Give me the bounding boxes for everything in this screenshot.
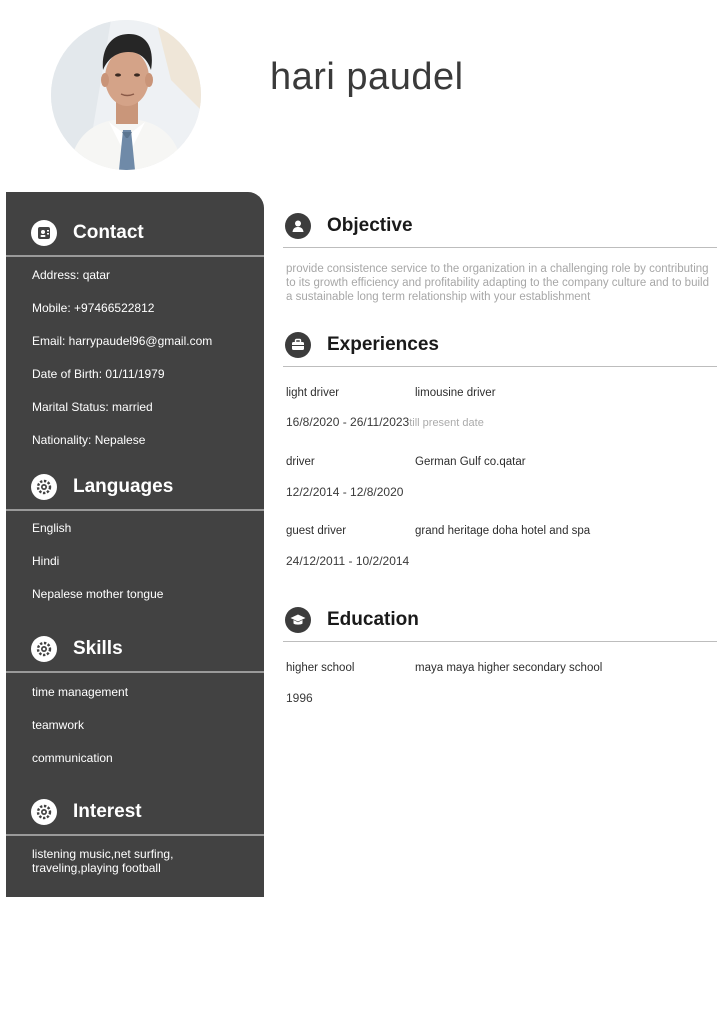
language-item: Hindi xyxy=(32,554,60,568)
experience-dates: 12/2/2014 - 12/8/2020 xyxy=(286,485,404,499)
contact-email: Email: harrypaudel96@gmail.com xyxy=(32,334,213,348)
contact-nationality: Nationality: Nepalese xyxy=(32,433,146,447)
skill-item: time management xyxy=(32,685,129,699)
skill-item: communication xyxy=(32,751,113,765)
experience-company: limousine driver xyxy=(415,387,496,399)
gear-icon xyxy=(31,799,57,825)
experience-note: till present date xyxy=(409,417,484,429)
education-heading xyxy=(283,607,717,647)
interest-item: listening music,net surfing, traveling,playing football xyxy=(32,847,174,875)
divider xyxy=(6,255,264,257)
experience-role: driver xyxy=(286,456,315,468)
briefcase-icon xyxy=(285,332,311,358)
languages-heading xyxy=(6,454,264,510)
experience-dates xyxy=(286,415,484,429)
contact-heading xyxy=(6,200,264,256)
experience-company: German Gulf co.qatar xyxy=(415,456,526,468)
languages-title: Languages xyxy=(73,476,174,497)
contact-address: Address: qatar xyxy=(32,268,111,282)
skills-title: Skills xyxy=(73,638,123,659)
experience-date-range: 16/8/2020 - 26/11/2023 xyxy=(286,415,410,429)
skill-item: teamwork xyxy=(32,718,85,732)
education-title: Education xyxy=(327,609,419,630)
contact-date-of-birth: Date of Birth: 01/11/1979 xyxy=(32,367,165,381)
language-item: Nepalese mother tongue xyxy=(32,587,164,601)
experience-role: light driver xyxy=(286,387,340,399)
experiences-title: Experiences xyxy=(327,334,439,355)
contact-mobile: Mobile: +97466522812 xyxy=(32,301,155,315)
divider xyxy=(283,641,717,642)
divider xyxy=(283,247,717,248)
education-school: maya maya higher secondary school xyxy=(415,662,603,674)
gear-icon xyxy=(31,474,57,500)
divider xyxy=(6,671,264,673)
experiences-heading xyxy=(283,332,717,372)
divider xyxy=(6,834,264,836)
experience-dates: 24/12/2011 - 10/2/2014 xyxy=(286,554,410,568)
interest-heading xyxy=(6,779,264,835)
gear-icon xyxy=(31,636,57,662)
profile-photo xyxy=(51,20,201,170)
divider xyxy=(6,509,264,511)
divider xyxy=(283,366,717,367)
user-icon xyxy=(285,213,311,239)
experience-role: guest driver xyxy=(286,525,347,537)
contact-marital-status: Marital Status: married xyxy=(32,400,153,414)
sidebar xyxy=(6,192,264,897)
objective-title: Objective xyxy=(327,215,413,236)
skills-heading xyxy=(6,616,264,672)
objective-heading xyxy=(283,213,717,253)
contact-card-icon xyxy=(31,220,57,246)
candidate-name: hari paudel xyxy=(270,56,464,98)
experience-company: grand heritage doha hotel and spa xyxy=(415,525,591,537)
contact-title: Contact xyxy=(73,222,144,243)
education-year: 1996 xyxy=(286,691,313,705)
objective-text: provide consistence service to the organization in a challenging role by contributing to its growth efficiency and profitability adapting to the company culture and to build a sustainable long term relationship with your establishment xyxy=(286,263,709,303)
interest-title: Interest xyxy=(73,801,142,822)
language-item: English xyxy=(32,521,72,535)
education-level: higher school xyxy=(286,662,355,674)
graduation-cap-icon xyxy=(285,607,311,633)
